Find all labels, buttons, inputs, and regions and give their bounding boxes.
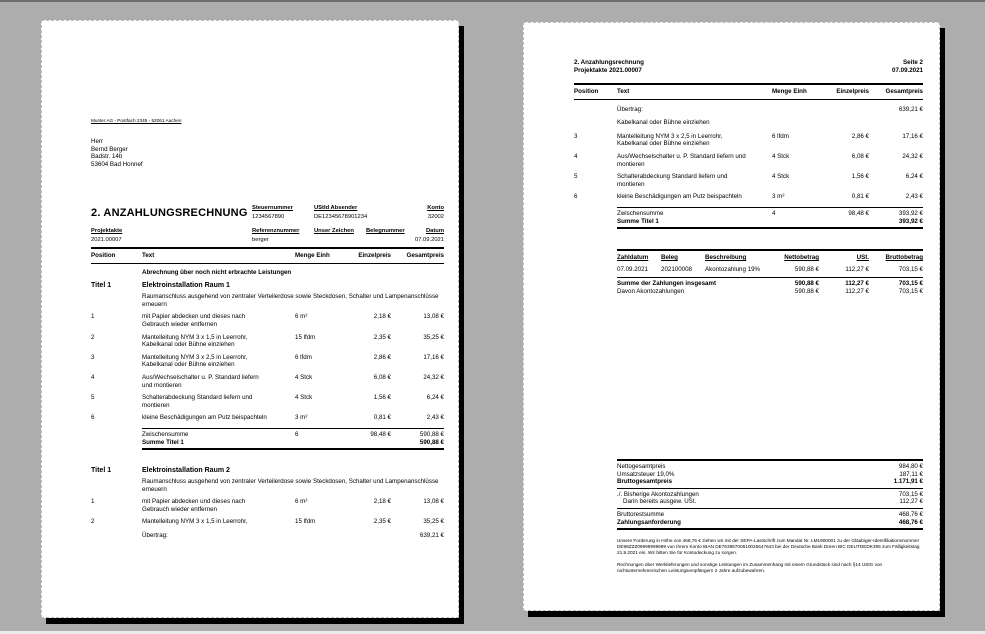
item-pos: 6: [574, 193, 578, 201]
items-table-page2: [574, 83, 923, 296]
titel2-description-row: [91, 478, 444, 493]
recipient-address: [91, 138, 143, 168]
item-total: 2,43 €: [905, 193, 923, 201]
totals-block: [617, 459, 923, 530]
payment-description: Akontozahlung 19%: [705, 265, 761, 273]
col-gesamtpreis: Gesamtpreis: [406, 252, 444, 259]
item-qty: 6 m²: [295, 498, 308, 506]
total-netto-label: Nettogesamtpreis: [617, 463, 666, 470]
titel-sum-row: [91, 439, 444, 447]
item-total: 17,16 €: [902, 132, 923, 140]
item-qty: 4 Stck: [295, 394, 313, 402]
titel1-name: Elektroinstallation Raum 1: [142, 282, 230, 290]
meta-referenznummer-value: berger: [252, 237, 269, 243]
subtotal-rule: [617, 207, 923, 208]
total-akonto-value: 703,15 €: [898, 490, 923, 498]
carryover-total: 639,21 €: [898, 105, 923, 113]
col-position: Position: [574, 88, 599, 95]
item-unit-price: 2,18 €: [373, 498, 391, 506]
payments-sum-row: [617, 280, 923, 288]
table-header-row: [91, 252, 444, 260]
item-pos: 1: [91, 313, 95, 321]
item-qty: 6 lfdm: [772, 132, 789, 140]
item-row: [574, 153, 923, 168]
total-row-forderung: [617, 519, 923, 527]
recipient-salutation: Herr: [91, 138, 104, 145]
meta-datum-value: 07.09.2021: [414, 237, 444, 243]
totals-mid-rule: [617, 488, 923, 489]
item-row: [574, 133, 923, 148]
total-row-brutto: [617, 478, 923, 486]
page2-header-projekt: Projektakte 2021.00007: [574, 66, 642, 74]
payments-akonto-netto: 590,88 €: [794, 287, 819, 295]
meta-datum-label: Datum: [425, 228, 444, 234]
subtotal-unit: 98,48 €: [370, 430, 391, 438]
invoice-title: 2. ANZAHLUNGSRECHNUNG: [91, 207, 248, 219]
titel1-label: Titel 1: [91, 282, 112, 290]
item-qty: 6 lfdm: [295, 353, 312, 361]
col-gesamtpreis: Gesamtpreis: [885, 88, 923, 95]
payment-row: [617, 266, 923, 274]
item-total: 6,24 €: [905, 173, 923, 181]
item-total: 24,32 €: [423, 373, 444, 381]
footnote-ustg: Rechnungen über Werklieferungen und sonstige Leistungen im Zusammenhang mit einem Grundstück sind nach §14 UStG von nichtunternehmerischen Leistungsempfängern 2 Jahre aufzubewahren.: [617, 562, 883, 573]
total-ust-ausgew-value: 112,27 €: [899, 498, 923, 506]
item-unit-price: 1,56 €: [851, 173, 869, 181]
page2-header-left: [574, 59, 644, 74]
item-total: 13,08 €: [423, 498, 444, 506]
col-text: Text: [617, 88, 630, 95]
item-row: [574, 173, 923, 188]
item-row: [91, 313, 444, 328]
total-ust-value: 187,11 €: [899, 470, 923, 478]
page2-date: 07.09.2021: [892, 66, 923, 74]
meta-projektakte-value: 2021.00007: [91, 237, 122, 243]
item-unit-price: 0,81 €: [373, 414, 391, 422]
titel2-description: Raumanschluss ausgehend von zentraler Verteilerdose sowie Steckdosen, Schalter und Lampenanschlüsse erneuern: [142, 478, 439, 493]
titel1-description: Raumanschluss ausgehend von zentraler Verteilerdose sowie Steckdosen, Schalter und Lampenanschlüsse erneuern: [142, 293, 439, 308]
table-header-rule: [91, 263, 444, 264]
subtotal-qty: 4: [772, 209, 776, 217]
total-ust-label: Umsatzsteuer 19,0%: [617, 470, 675, 478]
subtotal-total: 590,88 €: [419, 430, 444, 438]
intro-text: Abrechnung über noch nicht erbrachte Leistungen: [142, 268, 292, 276]
item-unit-price: 2,35 €: [373, 333, 391, 341]
meta-ustid-value: DE12345678901234: [314, 214, 368, 220]
item-row: [91, 414, 444, 422]
subtotal-rule: [142, 428, 444, 429]
titel1-heading: [91, 282, 444, 290]
titel-sum-rule: [617, 227, 923, 229]
payments-top-rule: [617, 249, 923, 251]
item-row: [91, 518, 444, 526]
table-top-rule: [574, 83, 923, 85]
total-forderung-label: Zahlungsanforderung: [617, 518, 681, 526]
subtotal-qty: 6: [295, 430, 299, 438]
subtotal-unit: 98,48 €: [848, 209, 869, 217]
total-akonto-label: ./. Bisherige Akontozahlungen: [617, 490, 699, 498]
payments-sum-netto: 590,88 €: [794, 280, 819, 288]
payment-ust: 112,27 €: [845, 265, 869, 273]
window-top-edge: [0, 0, 985, 2]
item-unit-price: 6,08 €: [373, 373, 391, 381]
item-unit-price: 2,86 €: [851, 132, 869, 140]
payment-date: 07.09.2021: [617, 265, 648, 273]
subtotal-total: 393,92 €: [898, 209, 923, 217]
total-brutto-value: 1.171,91 €: [893, 478, 923, 486]
totals-mid-rule-2: [617, 508, 923, 509]
carryover-row: [91, 532, 444, 540]
item-row: [91, 334, 444, 349]
titel2-heading: [91, 467, 444, 475]
payment-brutto: 703,15 €: [898, 265, 923, 273]
item-row: [574, 193, 923, 201]
col-text: Text: [142, 252, 155, 259]
total-row: [617, 511, 923, 519]
subtotal-label: Zwischensumme: [617, 209, 664, 217]
item-total: 13,08 €: [423, 313, 444, 321]
item-unit-price: 0,81 €: [851, 193, 869, 201]
item-pos: 2: [91, 333, 95, 341]
payments-table: [617, 249, 923, 295]
document-page-2[interactable]: [523, 22, 940, 611]
payments-sum-brutto: 703,15 €: [898, 280, 923, 288]
item-row: [91, 374, 444, 389]
titel2-name: Elektroinstallation Raum 2: [142, 467, 230, 475]
carryover-text: Kabelkanal oder Bühne einziehen: [617, 119, 710, 127]
titel-sum-total: 393,92 €: [898, 217, 923, 225]
item-text: mit Papier abdecken und dieses nach Gebrauch wieder entfernen: [142, 313, 246, 328]
item-text: kleine Beschädigungen am Putz beispachteln: [617, 193, 742, 201]
item-unit-price: 2,86 €: [373, 353, 391, 361]
payments-header-row: [617, 254, 923, 262]
sender-line: Muster AG - Postfach 2345 - 52061 Aachen: [91, 118, 182, 123]
item-text: Mantelleitung NYM 3 x 2,5 in Leerrohr, Kabelkanal oder Bühne einziehen: [142, 353, 248, 369]
col-ust: USt.: [856, 254, 869, 262]
item-row: [91, 498, 444, 513]
item-qty: 3 m²: [772, 193, 785, 201]
meta-unser-zeichen-label: Unser Zeichen: [314, 228, 354, 234]
totals-bottom-rule: [617, 528, 923, 530]
item-row: [91, 354, 444, 369]
total-ust-ausgew-label: Darin bereits ausgew. USt.: [623, 498, 697, 506]
payment-beleg: 202100008: [661, 265, 692, 273]
item-total: 17,16 €: [423, 353, 444, 361]
table-header-rule: [574, 99, 923, 100]
total-row: [617, 498, 923, 506]
item-qty: 3 m²: [295, 414, 308, 422]
meta-ustid-label: UStId Absender: [314, 205, 358, 211]
col-menge: Menge Einh: [772, 88, 807, 95]
recipient-city: 53604 Bad Honnef: [91, 160, 143, 168]
subtotal-row: [91, 431, 444, 439]
payments-akonto-label: Davon Akontozahlungen: [617, 287, 685, 295]
titel2-label: Titel 1: [91, 467, 112, 475]
meta-steuernummer-value: 1234567890: [252, 214, 285, 220]
col-menge: Menge Einh: [295, 252, 330, 259]
item-text: Schalterabdeckung Standard liefern und montieren: [617, 173, 728, 188]
payments-sum-label: Summe der Zahlungen insgesamt: [617, 280, 717, 288]
document-page-1[interactable]: [41, 20, 459, 618]
item-pos: 2: [91, 518, 95, 526]
page2-page-number: Seite 2: [903, 59, 923, 66]
meta-konto-value: 32002: [427, 214, 444, 220]
item-pos: 6: [91, 414, 95, 422]
total-netto-value: 984,80 €: [898, 463, 923, 470]
titel-sum-total: 590,88 €: [419, 438, 444, 446]
item-text: Schalterabdeckung Standard liefern und montieren: [142, 394, 253, 409]
item-unit-price: 1,56 €: [373, 394, 391, 402]
carryover-label: Übertrag:: [142, 532, 168, 540]
subtotal-row: [574, 210, 923, 218]
item-text: Mantelleitung NYM 3 x 1,5 in Leerrohr, Kabelkanal oder Bühne einziehen: [142, 333, 248, 349]
carryover-label: Übertrag:: [617, 105, 643, 113]
item-qty: 6 m²: [295, 313, 308, 321]
page2-header-title: 2. Anzahlungsrechnung: [574, 59, 644, 66]
footnote-sepa: Unsere Forderung in Höhe von 468,76 € ziehen wir mit der SEPA-Lastschrift zum Mandat Nr. LM1900001 zu der Gläubiger-Identifikationsnummer DE98ZZZ09999999999 von Ihrem Konto IBAN DE76395700610025647643 bei der Deutsche Bank Düren BIC DEUTDEDK395 zum Fälligkeitstag 21.9.2021 ein. Wir bitten Sie für Kontodeckung zu sorgen.: [617, 538, 920, 555]
item-pos: 5: [574, 173, 578, 181]
payment-netto: 590,88 €: [794, 265, 819, 273]
table-top-rule: [91, 247, 444, 249]
titel-sum-label: Summe Titel 1: [142, 438, 184, 446]
table-header-row: [574, 88, 923, 96]
payments-akonto-row: [617, 288, 923, 296]
total-rest-value: 468,76 €: [898, 510, 923, 518]
total-forderung-value: 468,76 €: [898, 518, 923, 526]
meta-referenznummer-label: Referenznummer: [252, 228, 300, 234]
total-row: [617, 463, 923, 471]
col-beleg: Beleg: [661, 254, 678, 262]
titel-sum-label: Summe Titel 1: [617, 217, 659, 225]
col-einzelpreis: Einzelpreis: [836, 88, 869, 95]
titel-sum-rule: [142, 448, 444, 450]
item-total: 6,24 €: [426, 394, 444, 402]
carryover-text-row: [574, 119, 923, 127]
item-pos: 4: [91, 373, 95, 381]
item-row: [91, 394, 444, 409]
item-pos: 4: [574, 152, 578, 160]
total-brutto-label: Bruttogesamtpreis: [617, 478, 673, 486]
item-total: 35,25 €: [423, 518, 444, 526]
item-text: mit Papier abdecken und dieses nach Gebrauch wieder entfernen: [142, 498, 246, 513]
col-position: Position: [91, 252, 116, 259]
carryover-row: [574, 106, 923, 114]
item-pos: 3: [91, 353, 95, 361]
col-nettobetrag: Nettobetrag: [784, 254, 819, 262]
item-total: 2,43 €: [426, 414, 444, 422]
page2-header-right: [823, 59, 923, 74]
carryover-total: 639,21 €: [419, 532, 444, 540]
total-rest-label: Bruttorestsumme: [617, 510, 665, 518]
intro-row: [91, 269, 444, 277]
item-text: kleine Beschädigungen am Putz beispachteln: [142, 414, 267, 422]
item-text: Aus/Wechselschalter u. P. Standard liefern und montieren: [617, 152, 746, 168]
meta-steuernummer-label: Steuernummer: [252, 205, 293, 211]
item-text: Mantelleitung NYM 3 x 2,5 in Leerrohr, Kabelkanal oder Bühne einziehen: [617, 132, 723, 148]
col-beschreibung: Beschreibung: [705, 254, 747, 262]
item-pos: 5: [91, 394, 95, 402]
item-unit-price: 2,35 €: [373, 518, 391, 526]
item-pos: 3: [574, 132, 578, 140]
col-einzelpreis: Einzelpreis: [358, 252, 391, 259]
item-total: 24,32 €: [902, 152, 923, 160]
totals-top-rule: [617, 459, 923, 461]
item-qty: 15 lfdm: [295, 333, 316, 341]
item-pos: 1: [91, 498, 95, 506]
item-total: 35,25 €: [423, 333, 444, 341]
item-unit-price: 2,18 €: [373, 313, 391, 321]
item-unit-price: 6,08 €: [851, 152, 869, 160]
titel1-description-row: [91, 293, 444, 308]
total-row: [617, 491, 923, 499]
item-qty: 4 Stck: [772, 173, 790, 181]
col-zahldatum: Zahldatum: [617, 254, 649, 262]
payments-akonto-ust: 112,27 €: [845, 287, 869, 295]
payments-akonto-brutto: 703,15 €: [898, 287, 923, 295]
item-qty: 15 lfdm: [295, 518, 316, 526]
item-text: Aus/Wechselschalter u. P. Standard liefern und montieren: [142, 373, 259, 389]
payments-sum-ust: 112,27 €: [845, 280, 869, 288]
item-text: Mantelleitung NYM 3 x 1,5 in Leerrohr,: [142, 518, 248, 526]
meta-projektakte-label: Projektakte: [91, 228, 123, 234]
item-qty: 4 Stck: [772, 152, 790, 160]
meta-konto-label: Konto: [427, 205, 444, 211]
subtotal-label: Zwischensumme: [142, 430, 189, 438]
col-bruttobetrag: Bruttobetrag: [885, 254, 923, 262]
item-qty: 4 Stck: [295, 373, 313, 381]
total-row: [617, 471, 923, 479]
meta-belegnummer-label: Belegnummer: [366, 228, 405, 234]
recipient-name: Bernd Berger: [91, 145, 128, 153]
payments-sum-rule: [617, 277, 923, 278]
items-table: [91, 247, 444, 540]
recipient-street: Badstr. 14b: [91, 153, 123, 161]
titel-sum-row: [574, 218, 923, 226]
